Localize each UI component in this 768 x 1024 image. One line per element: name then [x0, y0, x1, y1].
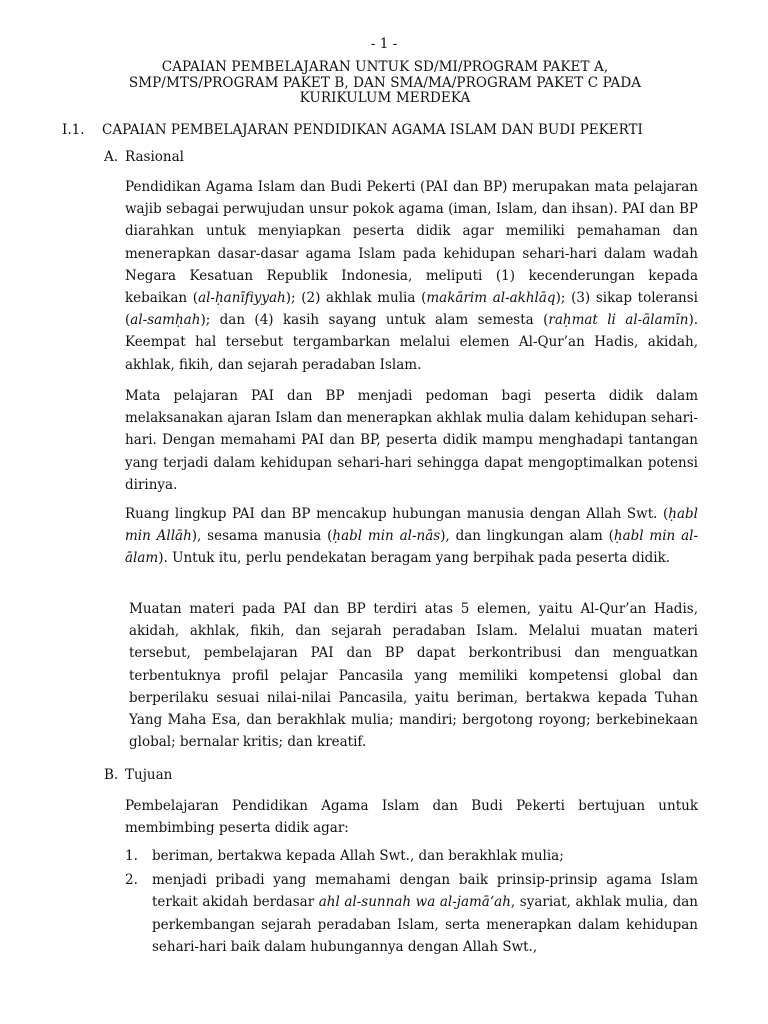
subheading-letter: A. [104, 149, 119, 165]
italic-term: raḥmat li al-ālamīn [548, 312, 689, 329]
italic-term: al-samḥah [130, 312, 201, 329]
text-run: ). Keempat hal tersebut tergambarkan melalui elemen Al-Qur’an Hadis, akidah, akhlak, fikih, dan sejarah peradaban Islam. [125, 312, 698, 373]
text-run: ); (2) akhlak mulia ( [285, 290, 427, 307]
subheading-rasional [104, 149, 184, 165]
subheading-title: Tujuan [125, 767, 173, 783]
section-heading [62, 122, 643, 138]
document-title [60, 60, 710, 107]
text-run: ). Untuk itu, perlu pendekatan beragam yang berpihak pada peserta didik. [158, 550, 671, 567]
subheading-letter: B. [104, 767, 119, 783]
section-number: I.1. [62, 122, 85, 138]
paragraph-rasional-4: Muatan materi pada PAI dan BP terdiri atas 5 elemen, yaitu Al-Qur’an Hadis, akidah, akhlak, fikih, dan sejarah peradaban Islam. Melalui muatan materi tersebut, pembelajaran PAI dan BP dapat berkontribusi dan menguatkan terbentuknya profil pelajar Pancasila yang memiliki kompetensi global dan berperilaku sesuai nilai-nilai Pancasila, yaitu beriman, bertakwa kepada Tuhan Yang Maha Esa, dan berakhlak mulia; mandiri; bergotong royong; berkebinekaan global; bernalar kritis; dan kreatif. [129, 601, 698, 751]
text-run: ); (3) sikap toleransi ( [125, 290, 698, 329]
italic-term: ḥabl min Allāh [125, 506, 698, 545]
italic-term: makārim al-akhlāq [426, 290, 556, 307]
paragraph-rasional-3 [125, 503, 698, 570]
tujuan-list [125, 845, 698, 958]
list-marker: 2. [125, 872, 138, 889]
text-run: ), sesama manusia ( [191, 528, 333, 545]
subheading-tujuan [104, 767, 172, 783]
italic-term: ḥabl min al-ālam [125, 528, 699, 567]
paragraph-rasional-2: Mata pelajaran PAI dan BP menjadi pedoman bagi peserta didik dalam melaksanakan ajaran Islam dan menerapkan akhlak mulia dalam kehidupan sehari-hari. Dengan memahami PAI dan BP, peserta didik mampu menghadapi tantangan yang terjadi dalam kehidupan sehari-hari sehingga dapat mengoptimalkan potensi dirinya. [125, 388, 698, 493]
paragraph-tujuan-intro: Pembelajaran Pendidikan Agama Islam dan Budi Pekerti bertujuan untuk membimbing peserta didik agar: [125, 798, 698, 837]
text-run: Pendidikan Agama Islam dan Budi Pekerti (PAI dan BP) merupakan mata pelajaran wajib sebagai perwujudan unsur pokok agama (iman, Islam, dan ihsan). PAI dan BP diarahkan untuk menyiapkan peserta didik agar memiliki pemahaman dan menerapkan dasar-dasar agama Islam pada kehidupan sehari-hari dalam wadah Negara Kesatuan Republik Indonesia, meliputi (1) kecenderungan kepada kebaikan ( [125, 179, 698, 307]
paragraph-rasional-1 [125, 176, 698, 376]
italic-term: ḥabl min al-nās [332, 528, 441, 545]
list-marker: 1. [125, 848, 138, 864]
text-run: Ruang lingkup PAI dan BP mencakup hubungan manusia dengan Allah Swt. ( [125, 506, 669, 522]
page-number: - 1 - [370, 36, 398, 52]
title-line-1: CAPAIAN PEMBELAJARAN UNTUK SD/MI/PROGRAM PAKET A, [161, 59, 609, 75]
text-run: , syariat, akhlak mulia, dan perkembangan sejarah peradaban Islam, serta menerapkan dalam kehidupan sehari-hari baik dalam hubungannya dengan Allah Swt., [152, 894, 698, 955]
list-item [125, 845, 698, 867]
title-line-2: SMP/MTS/PROGRAM PAKET B, DAN SMA/MA/PROGRAM PAKET C PADA [128, 74, 642, 91]
text-run: ); dan (4) kasih sayang untuk alam semesta ( [200, 312, 549, 329]
list-item-text: beriman, bertakwa kepada Allah Swt., dan berakhlak mulia; [152, 848, 564, 864]
title-line-3: KURIKULUM MERDEKA [299, 90, 471, 106]
text-run: menjadi pribadi yang memahami dengan baik prinsip-prinsip agama Islam terkait akidah berdasar [152, 872, 698, 911]
text-run: ), dan lingkungan alam ( [440, 528, 614, 545]
subheading-title: Rasional [125, 149, 184, 165]
italic-term: al-ḥanīfiyyah [198, 290, 286, 307]
list-item [125, 869, 698, 958]
italic-term: ahl al-sunnah wa al-jamā‘ah [318, 894, 511, 911]
section-title: CAPAIAN PEMBELAJARAN PENDIDIKAN AGAMA ISLAM DAN BUDI PEKERTI [102, 122, 643, 138]
